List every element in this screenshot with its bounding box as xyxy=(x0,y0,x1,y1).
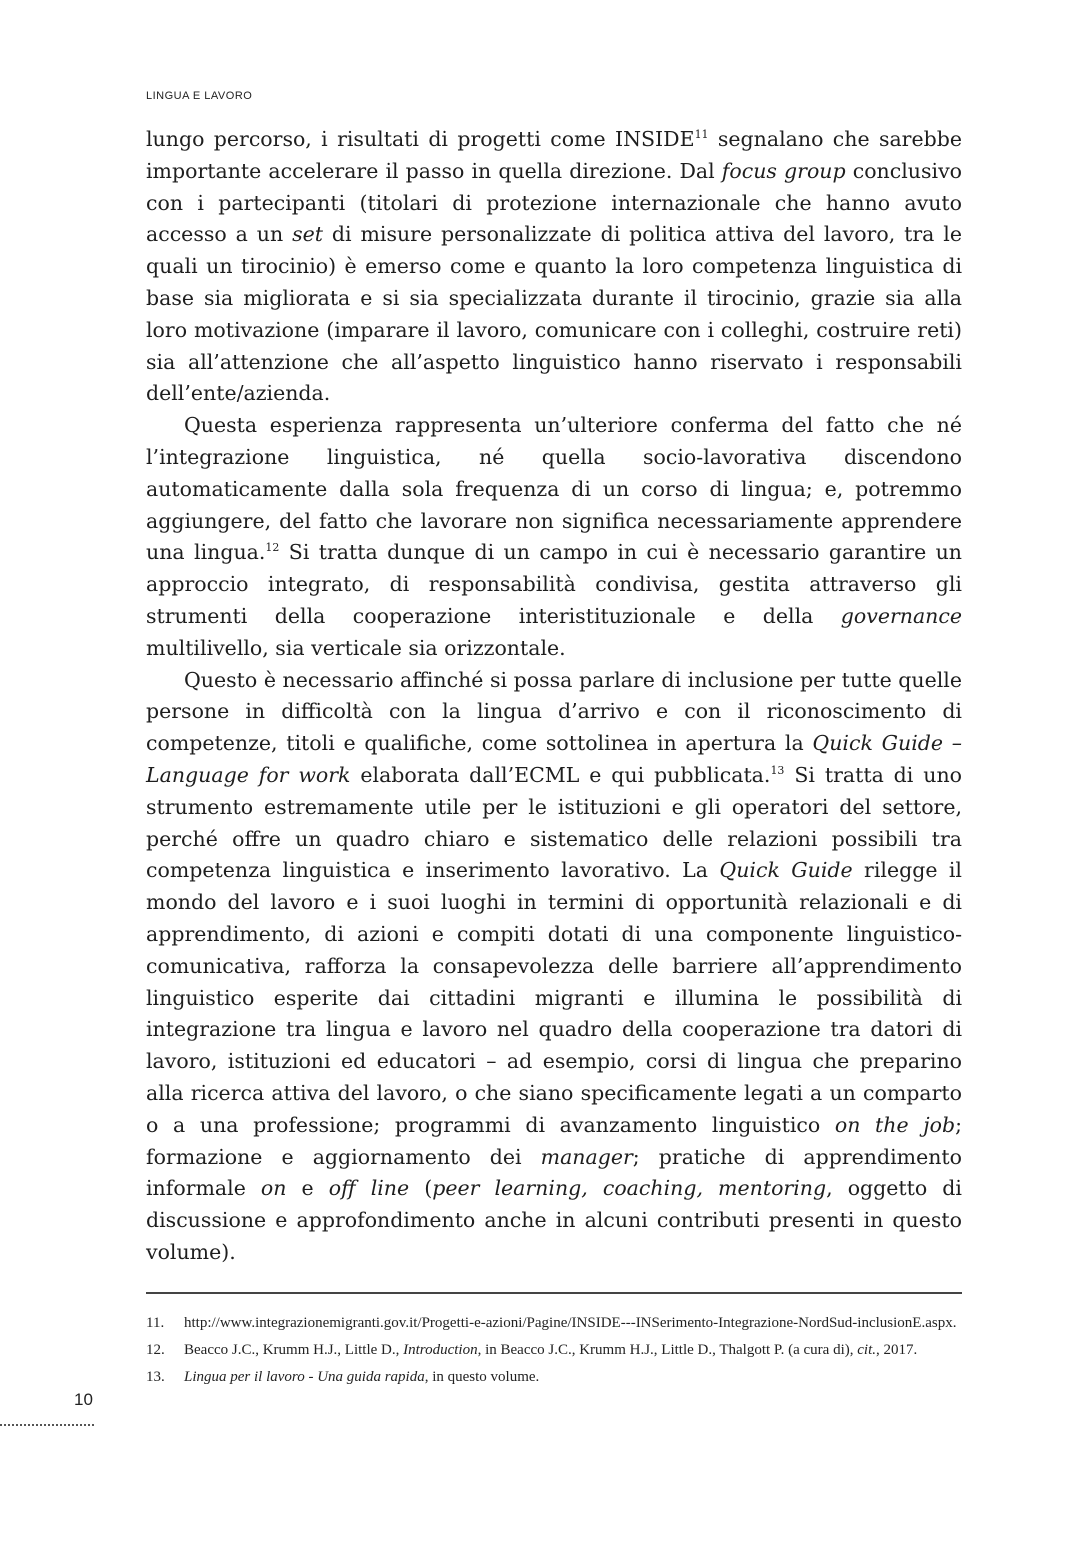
italic-run: focus group xyxy=(721,158,846,183)
italic-run: on the job xyxy=(834,1112,956,1137)
italic-run: Quick Guide xyxy=(719,858,853,883)
text-run: ; formazione e aggiornamento dei xyxy=(146,1112,962,1169)
text-run: ; pratiche di apprendimento informale xyxy=(146,1144,962,1201)
text-run: ( xyxy=(409,1176,433,1201)
text-run: conclusivo con i partecipanti (titolari di protezione internazionale che hanno avuto accesso a un xyxy=(146,158,962,247)
italic-run: manager xyxy=(540,1144,633,1169)
italic-run: governance xyxy=(840,603,962,628)
footnotes xyxy=(146,1312,962,1393)
italic-run: on xyxy=(260,1176,287,1201)
paragraph-1 xyxy=(146,124,962,410)
footnote-text xyxy=(184,1339,962,1361)
italic-run: off line xyxy=(328,1176,410,1201)
footnote-13 xyxy=(146,1366,962,1388)
text-run: lungo percorso, i risultati di progetti come INSIDE xyxy=(146,127,695,151)
text-run: , 2017. xyxy=(876,1342,918,1358)
footnote-12 xyxy=(146,1339,962,1361)
dotted-rule xyxy=(0,1424,94,1426)
italic-run: cit. xyxy=(857,1342,876,1358)
text-run: rilegge il mondo del lavoro e i suoi luoghi in termini di opportunità relazionali e di apprendimento, di azioni e compiti dotati di una componente linguistico-comunicativa, rafforza la consapevolezza delle barriere all’apprendimento linguistico esperite dai cittadini migranti e illumina le possibilità di integrazione tra lingua e lavoro nel quadro della cooperazione tra datori di lavoro, istituzioni ed educatori – ad esempio, corsi di lingua che preparino alla ricerca attiva del lavoro, o che siano specificamente legati a un comparto o a una professione; programmi di avanzamento linguistico xyxy=(146,858,962,1137)
text-run: multilivello, sia verticale sia orizzontale. xyxy=(146,635,566,660)
italic-run: peer learning, coaching, mentoring xyxy=(432,1176,827,1201)
footnote-link[interactable]: http://www.integrazionemigranti.gov.it/Progetti-e-azioni/Pagine/INSIDE---INSerimento-Integrazione-NordSud-inclusionE.aspx. xyxy=(184,1315,957,1331)
footnote-number: 12. xyxy=(146,1342,165,1358)
text-run: di misure personalizzate di politica attiva del lavoro, tra le quali un tirocinio) è emerso come e quanto la loro competenza linguistica di base sia migliorata e si sia specializzata durante il tirocinio, grazie sia alla loro motivazione (imparare il lavoro, comunicare con i colleghi, costruire reti) sia all’attenzione che all’aspetto linguistico hanno riservato i responsabili dell’ente/azienda. xyxy=(146,222,962,406)
text-run: , in Beacco J.C., Krumm H.J., Little D., Thalgott P. (a cura di), xyxy=(477,1342,858,1358)
footnote-ref-12[interactable]: 12 xyxy=(265,541,280,555)
footnote-number: 13. xyxy=(146,1369,165,1385)
text-run: , in questo volume. xyxy=(424,1369,540,1385)
page-number: 10 xyxy=(74,1390,93,1409)
text-run: Questa esperienza rappresenta un’ulteriore conferma del fatto che né l’integrazione linguistica, né quella socio-lavorativa discendono automaticamente dalla sola frequenza di un corso di lingua; e, potremmo aggiungere, del fatto che lavorare non significa necessariamente apprendere una lingua. xyxy=(146,413,962,565)
text-run: Beacco J.C., Krumm H.J., Little D., xyxy=(184,1342,404,1358)
paragraph-2 xyxy=(146,410,962,664)
italic-run: Lingua per il lavoro - Una guida rapida xyxy=(184,1369,425,1385)
footnote-text xyxy=(184,1366,962,1388)
footnote-number: 11. xyxy=(146,1315,165,1331)
italic-run: Quick Guide – Language for work xyxy=(146,731,962,787)
running-head: LINGUA E LAVORO xyxy=(146,90,253,102)
text-run: Questo è necessario affinché si possa parlare di inclusione per tutte quelle persone in difficoltà con la lingua d’arrivo e con il riconoscimento di competenze, titoli e qualifiche, come sottolinea in apertura la xyxy=(146,667,962,756)
text-run: elaborata dall’ECML e qui pubblicata. xyxy=(350,762,771,787)
italic-run: set xyxy=(292,222,323,247)
text-run: segnalano che sarebbe importante accelerare il passo in quella direzione. Dal xyxy=(146,127,962,183)
footnote-11 xyxy=(146,1312,962,1334)
paragraph-3 xyxy=(146,665,962,1269)
footnote-ref-11[interactable]: 11 xyxy=(694,128,709,142)
italic-run: Introduction xyxy=(403,1342,478,1358)
text-run: Si tratta dunque di un campo in cui è necessario garantire un approccio integrato, di responsabilità condivisa, gestita attraverso gli strumenti della cooperazione interistituzionale e della xyxy=(146,540,962,628)
footnote-divider xyxy=(146,1292,962,1294)
text-run: e xyxy=(286,1176,329,1201)
body-text xyxy=(146,124,962,1269)
footnote-ref-13[interactable]: 13 xyxy=(770,764,785,778)
text-run: Si tratta di uno strumento estremamente utile per le istituzioni e gli operatori del settore, perché offre un quadro chiaro e sistematico delle relazioni possibili tra competenza linguistica e inserimento lavorativo. La xyxy=(146,762,963,883)
text-run: , oggetto di discussione e approfondimento anche in alcuni contributi presenti in questo volume). xyxy=(146,1176,962,1264)
